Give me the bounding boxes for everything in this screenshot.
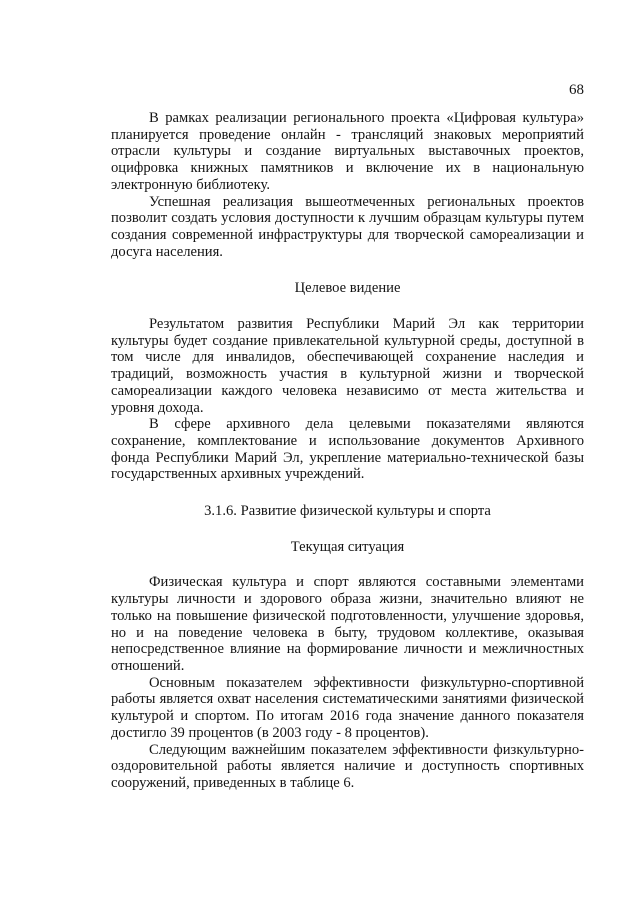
page-number: 68 xyxy=(569,82,584,98)
paragraph-coverage-indicator: Основным показателем эффективности физкультурно-спортивной работы является охват населения систематическими занятиями физической культурой и спортом. По итогам 2016 года значение данного показателя достигло 39 процентов (в 2003 году - 8 процентов). xyxy=(111,674,584,741)
heading-target-vision: Целевое видение xyxy=(294,280,401,297)
heading-current-situation: Текущая ситуация xyxy=(290,538,405,555)
document-body xyxy=(111,110,584,792)
paragraph-physical-culture: Физическая культура и спорт являются составными элементами культуры личности и здорового образа жизни, значительно влияют не только на повышение физической подготовленности, улучшение здоровья, но и на поведение человека в быту, трудовом коллективе, оказывая непосредственное влияние на формирование личности и межличностных отношений. xyxy=(111,574,584,674)
paragraph-regional-projects: Успешная реализация вышеотмеченных региональных проектов позволит создать условия доступности к лучшим образцам культуры путем создания современной инфраструктуры для творческой самореализации и досуга населения. xyxy=(111,193,584,260)
section-heading-sport: 3.1.6. Развитие физической культуры и спорта xyxy=(204,503,491,520)
paragraph-digital-culture: В рамках реализации регионального проекта «Цифровая культура» планируется проведение онлайн - трансляций знаковых мероприятий отрасли культуры и создание виртуальных выставочных проектов, оцифровка книжных памятников и включение их в национальную электронную библиотеку. xyxy=(111,110,584,193)
paragraph-archives: В сфере архивного дела целевыми показателями являются сохранение, комплектование и использование документов Архивного фонда Республики Марий Эл, укрепление материально-технической базы государственных архивных учреждений. xyxy=(111,416,584,483)
paragraph-culture-territory: Результатом развития Республики Марий Эл как территории культуры будет создание привлекательной культурной среды, доступной в том числе для инвалидов, обеспечивающей сохранение наследия и традиций, возможность участия в культурной жизни и творческой самореализации каждого человека независимо от места жительства и уровня дохода. xyxy=(111,316,584,416)
paragraph-sport-facilities: Следующим важнейшим показателем эффективности физкультурно-оздоровительной работы является наличие и доступность спортивных сооружений, приведенных в таблице 6. xyxy=(111,741,584,791)
